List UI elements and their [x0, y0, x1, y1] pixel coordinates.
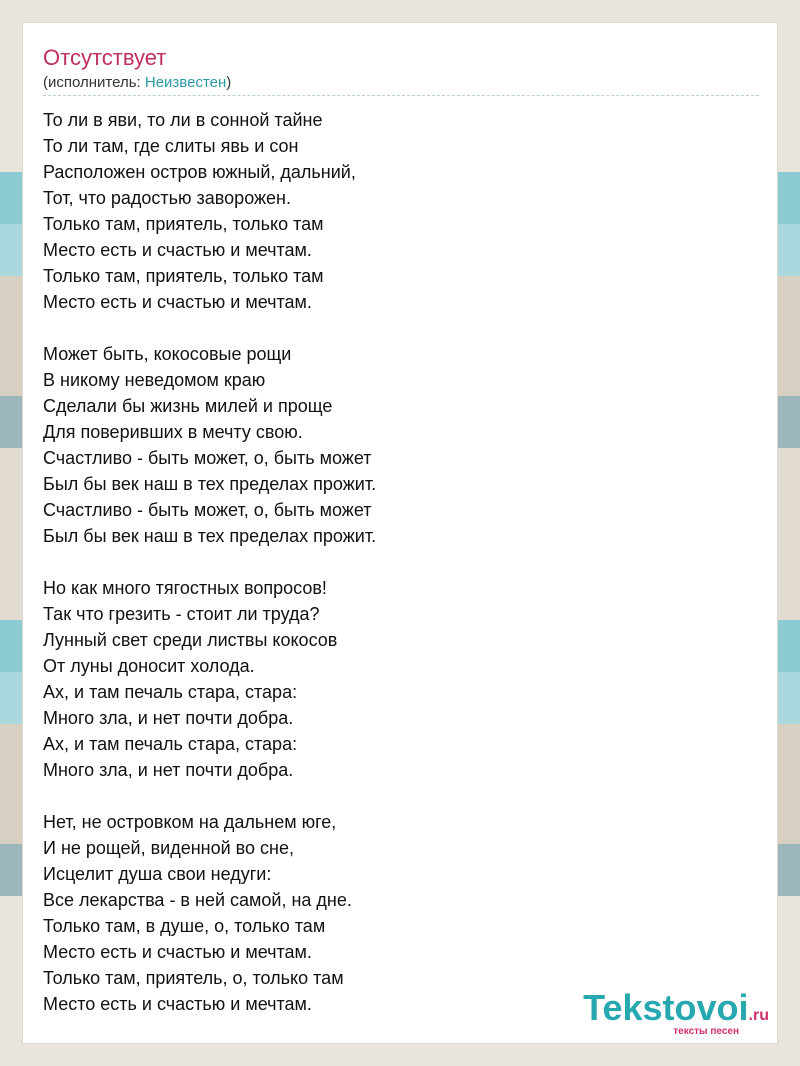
lyric-line: Место есть и счастью и мечтам. — [43, 942, 312, 962]
lyric-line: Место есть и счастью и мечтам. — [43, 240, 312, 260]
lyric-line: Много зла, и нет почти добра. — [43, 760, 294, 780]
lyric-line: Может быть, кокосовые рощи — [43, 344, 292, 364]
lyric-line: Много зла, и нет почти добра. — [43, 708, 294, 728]
lyric-line: Только там, приятель, о, только там — [43, 968, 344, 988]
lyric-line: В никому неведомом краю — [43, 370, 266, 390]
lyric-line: Так что грезить - стоит ли труда? — [43, 604, 320, 624]
lyric-line: Ах, и там печаль стара, стара: — [43, 682, 298, 702]
lyric-line: Лунный свет среди листвы кокосов — [43, 630, 338, 650]
site-logo[interactable] — [583, 987, 769, 1037]
lyric-line: И не рощей, виденной во сне, — [43, 838, 294, 858]
stanza-2 — [43, 341, 759, 549]
lyric-line: Сделали бы жизнь милей и проще — [43, 396, 333, 416]
logo-tld: .ru — [748, 1007, 769, 1024]
lyric-line: Ах, и там печаль стара, стара: — [43, 734, 298, 754]
lyric-line: Место есть и счастью и мечтам. — [43, 994, 312, 1014]
performer-line — [43, 74, 759, 96]
stanza-1 — [43, 107, 759, 315]
lyric-line: Тот, что радостью заворожен. — [43, 188, 291, 208]
song-title: Отсутствует — [43, 45, 167, 70]
lyric-line: Для поверивших в мечту свою. — [43, 422, 303, 442]
lyric-line: Нет, не островком на дальнем юге, — [43, 812, 337, 832]
stanza-3 — [43, 575, 759, 783]
lyric-line: Исцелит душа свои недуги: — [43, 864, 272, 884]
lyric-line: Был бы век наш в тех пределах прожит. — [43, 474, 377, 494]
lyrics-body — [43, 107, 759, 1043]
stanza-4 — [43, 809, 759, 1017]
performer-suffix: ) — [226, 74, 232, 91]
lyric-line: От луны доносит холода. — [43, 656, 255, 676]
lyric-line: Только там, приятель, только там — [43, 266, 324, 286]
lyric-line: Но как много тягостных вопросов! — [43, 578, 327, 598]
logo-wordmark: Tekstovoi — [583, 987, 749, 1028]
lyric-line: Только там, в душе, о, только там — [43, 916, 326, 936]
logo-tagline: тексты песен — [673, 1026, 739, 1037]
lyric-line: То ли в яви, то ли в сонной тайне — [43, 110, 323, 130]
performer-prefix: (исполнитель: — [43, 74, 145, 91]
lyric-line: То ли там, где слиты явь и сон — [43, 136, 299, 156]
performer-link[interactable]: Неизвестен — [144, 74, 227, 91]
lyric-line: Место есть и счастью и мечтам. — [43, 292, 312, 312]
lyric-line: Расположен остров южный, дальний, — [43, 162, 356, 182]
lyrics-card — [22, 22, 778, 1044]
lyric-line: Счастливо - быть может, о, быть может — [43, 448, 372, 468]
lyric-line: Был бы век наш в тех пределах прожит. — [43, 526, 377, 546]
lyric-line: Все лекарства - в ней самой, на дне. — [43, 890, 352, 910]
lyric-line: Счастливо - быть может, о, быть может — [43, 500, 372, 520]
lyric-line: Только там, приятель, только там — [43, 214, 324, 234]
